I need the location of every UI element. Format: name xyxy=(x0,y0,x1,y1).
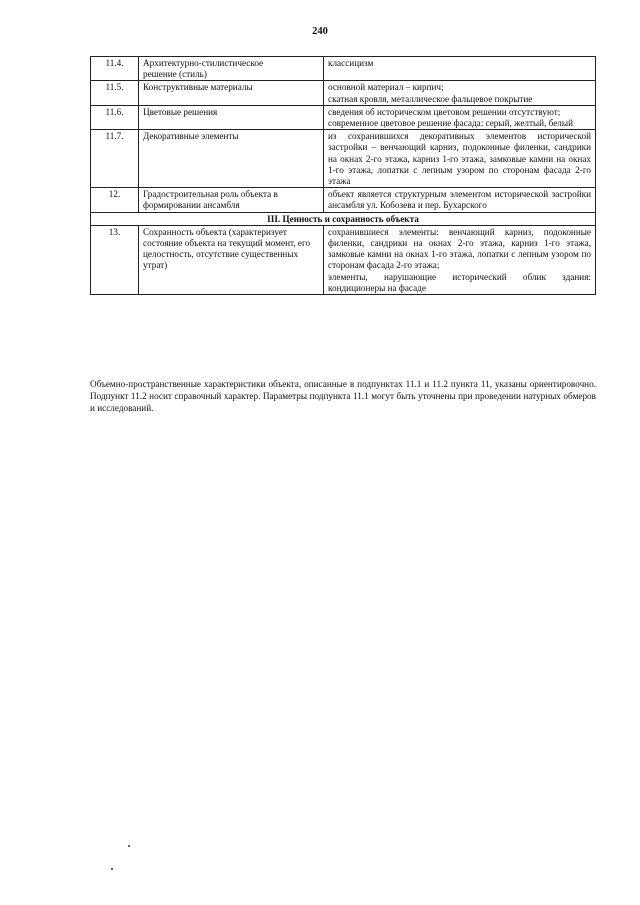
page-number: 240 xyxy=(312,26,328,37)
footnote-paragraph: Объемно-пространственные характеристики объекта, описанные в подпунктах 11.1 и 11.2 пункта 11, указаны ориентировочно. Подпункт 11.2 носит справочный характер. Параметры подпункта 11.1 могут быть уточнены при проведении натурных обмеров и исследований. xyxy=(90,379,596,413)
row-number: 11.5. xyxy=(91,81,139,105)
section-heading-row xyxy=(91,212,596,225)
row-number: 11.4. xyxy=(91,57,139,81)
row-number: 12. xyxy=(91,188,139,212)
row-number: 13. xyxy=(91,225,139,294)
row-name: Конструктивные материалы xyxy=(139,81,324,105)
row-name: Сохранность объекта (характеризует состояние объекта на текущий момент, его целостность, отсутствие существенных утрат) xyxy=(139,225,324,294)
row-name: Градостроительная роль объекта в формировании ансамбля xyxy=(139,188,324,212)
row-value: из сохранившихся декоративных элементов исторической застройки – венчающий карниз, подоконные филенки, сандрики на окнах 2-го этажа, карниз 1-го этажа, замковые камни на окнах 1-го этажа, лопатки с лепным узором по сторонам фасада 2-го этажа xyxy=(324,130,596,188)
row-number: 11.6. xyxy=(91,105,139,129)
row-number: 11.7. xyxy=(91,130,139,188)
table-row xyxy=(91,130,596,188)
row-name: Архитектурно-стилистическое решение (стиль) xyxy=(139,57,324,81)
section-heading: III. Ценность и сохранность объекта xyxy=(91,212,596,225)
scan-speck xyxy=(128,845,130,847)
row-value: классицизм xyxy=(324,57,596,81)
row-name: Декоративные элементы xyxy=(139,130,324,188)
row-value: объект является структурным элементом исторической застройки ансамбля ул. Кобозева и пер. Бухарского xyxy=(324,188,596,212)
row-name: Цветовые решения xyxy=(139,105,324,129)
table-row xyxy=(91,105,596,129)
table-row xyxy=(91,81,596,105)
table-row xyxy=(91,188,596,212)
row-value: сохранившиеся элементы: венчающий карниз, подоконные филенки, сандрики на окнах 2-го этажа, карниз 1-го этажа, замковые камни на окнах 1-го этажа, лопатки с лепным узором по сторонам фасада 2-го этажа; элементы, нарушающие исторический облик здания: кондиционеры на фасаде xyxy=(324,225,596,294)
table-row xyxy=(91,57,596,81)
scan-speck xyxy=(111,868,113,870)
row-value: основной материал – кирпич; скатная кровля, металлическое фальцевое покрытие xyxy=(324,81,596,105)
table-row xyxy=(91,225,596,294)
object-characteristics-table xyxy=(90,56,596,295)
row-value: сведения об историческом цветовом решении отсутствуют; современное цветовое решение фасада: серый, желтый, белый xyxy=(324,105,596,129)
